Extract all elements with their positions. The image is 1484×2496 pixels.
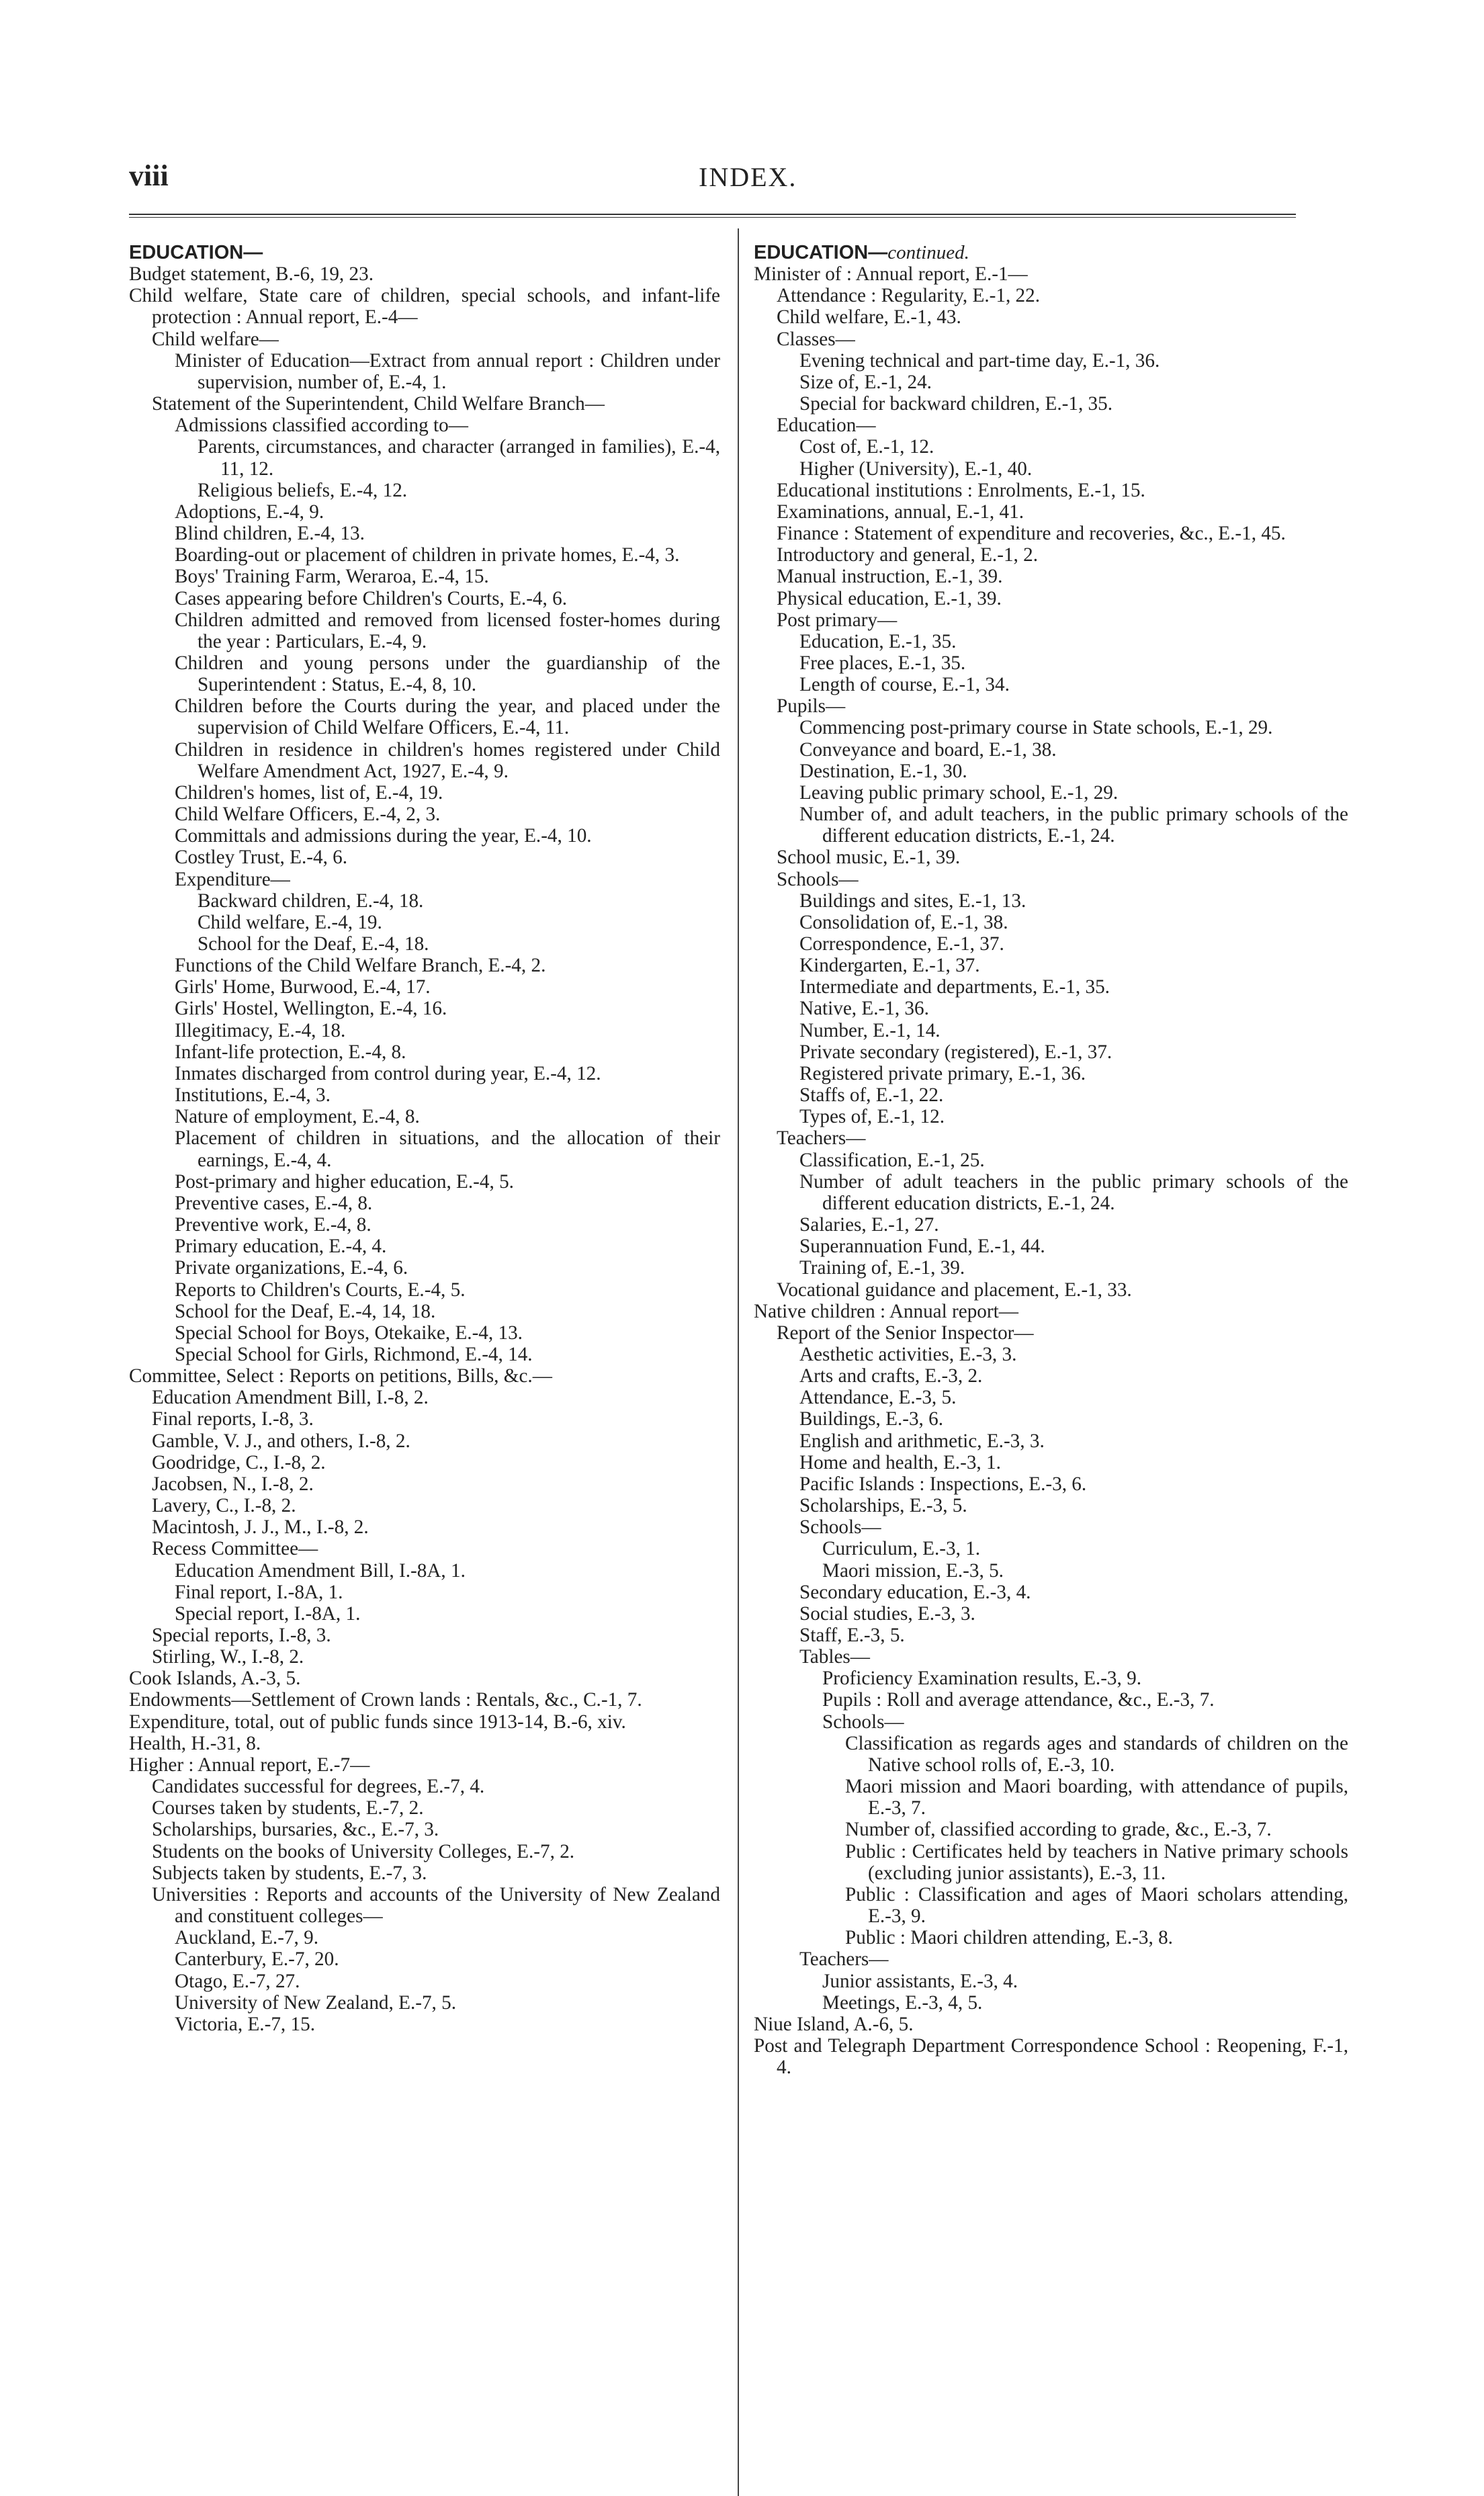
index-entry: Education Amendment Bill, I.-8, 2. (152, 1387, 429, 1409)
continued-label: continued. (887, 242, 969, 263)
index-entry: Institutions, E.-4, 3. (175, 1084, 331, 1107)
index-entry: Committee, Select : Reports on petitions, Bills, &c.— (129, 1365, 552, 1387)
index-entry: Goodridge, C., I.-8, 2. (152, 1451, 326, 1473)
index-entry: Social studies, E.-3, 3. (799, 1602, 975, 1625)
index-entry: Evening technical and part-time day, E.-1, 36. (799, 349, 1160, 372)
index-entry: Cases appearing before Children's Courts, E.-4, 6. (175, 587, 568, 609)
index-entry: Minister of Education—Extract from annual report : Children under supervision, number of, E.-4, 1. (175, 349, 720, 393)
index-entry: Final report, I.-8A, 1. (175, 1581, 343, 1603)
index-entry: Blind children, E.-4, 13. (175, 523, 365, 545)
index-entry: Manual instruction, E.-1, 39. (777, 566, 1003, 588)
index-entry: Special School for Boys, Otekaike, E.-4, 13. (175, 1322, 523, 1344)
index-entry: Lavery, C., I.-8, 2. (152, 1495, 296, 1517)
page-number: viii (129, 159, 169, 192)
index-entry: Maori mission, E.-3, 5. (822, 1559, 1004, 1582)
index-entry: Correspondence, E.-1, 37. (799, 933, 1004, 955)
index-entry: Children admitted and removed from licensed foster-homes during the year : Particulars, E.-4, 9. (175, 609, 720, 652)
index-entry: Infant-life protection, E.-4, 8. (175, 1041, 406, 1063)
index-entry: Gamble, V. J., and others, I.-8, 2. (152, 1430, 410, 1452)
index-entry: Boarding-out or placement of children in private homes, E.-4, 3. (175, 544, 680, 566)
index-entry: Special School for Girls, Richmond, E.-4, 14. (175, 1343, 533, 1365)
index-entry: Home and health, E.-3, 1. (799, 1451, 1001, 1473)
index-entry: Boys' Training Farm, Weraroa, E.-4, 15. (175, 566, 489, 588)
index-entry: Length of course, E.-1, 34. (799, 674, 1010, 696)
index-entry: Number of adult teachers in the public primary schools of the different education districts, E.-1, 24. (799, 1170, 1348, 1214)
index-entry: Admissions classified according to— (175, 415, 468, 437)
index-entry: Otago, E.-7, 27. (175, 1970, 300, 1992)
index-entry: Adoptions, E.-4, 9. (175, 501, 324, 523)
index-entry: Leaving public primary school, E.-1, 29. (799, 781, 1119, 804)
left-section-heading: EDUCATION— (129, 242, 263, 263)
left-entry-list (129, 263, 720, 2035)
index-entry: Special for backward children, E.-1, 35. (799, 393, 1113, 415)
index-entry: Candidates successful for degrees, E.-7, 4. (152, 1776, 485, 1798)
index-entry: School for the Deaf, E.-4, 18. (198, 933, 429, 955)
index-entry: Educational institutions : Enrolments, E.-1, 15. (777, 479, 1145, 501)
index-entry: Higher : Annual report, E.-7— (129, 1754, 370, 1776)
index-entry: Post-primary and higher education, E.-4, 5. (175, 1170, 514, 1193)
index-entry: Cook Islands, A.-3, 5. (129, 1668, 301, 1690)
index-entry: Native children : Annual report— (754, 1300, 1018, 1322)
index-entry: Stirling, W., I.-8, 2. (152, 1646, 304, 1668)
index-entry: Classes— (777, 328, 855, 350)
index-entry: Nature of employment, E.-4, 8. (175, 1106, 420, 1128)
index-entry: Pacific Islands : Inspections, E.-3, 6. (799, 1473, 1087, 1495)
index-entry: Expenditure— (175, 868, 290, 890)
index-entry: Private organizations, E.-4, 6. (175, 1257, 408, 1279)
index-entry: Preventive work, E.-4, 8. (175, 1214, 372, 1236)
index-entry: Auckland, E.-7, 9. (175, 1927, 318, 1949)
index-entry: Superannuation Fund, E.-1, 44. (799, 1236, 1045, 1258)
index-entry: Victoria, E.-7, 15. (175, 2013, 315, 2035)
index-entry: Report of the Senior Inspector— (777, 1322, 1034, 1344)
index-entry: Child Welfare Officers, E.-4, 2, 3. (175, 804, 441, 826)
index-entry: Jacobsen, N., I.-8, 2. (152, 1473, 314, 1495)
index-entry: Vocational guidance and placement, E.-1, 33. (777, 1279, 1132, 1301)
index-entry: Training of, E.-1, 39. (799, 1257, 965, 1279)
left-column (129, 242, 720, 2035)
column-divider (738, 228, 739, 2496)
index-entry: Buildings and sites, E.-1, 13. (799, 890, 1027, 912)
index-entry: Teachers— (777, 1127, 866, 1150)
index-entry: Destination, E.-1, 30. (799, 760, 967, 782)
index-entry: Children's homes, list of, E.-4, 19. (175, 781, 443, 804)
index-entry: Committals and admissions during the year, E.-4, 10. (175, 825, 592, 847)
index-entry: Final reports, I.-8, 3. (152, 1408, 314, 1430)
index-entry: Special reports, I.-8, 3. (152, 1625, 331, 1646)
index-entry: Universities : Reports and accounts of the University of New Zealand and constituent colleges— (152, 1883, 720, 1928)
index-entry: Education Amendment Bill, I.-8A, 1. (175, 1559, 466, 1582)
index-entry: Public : Classification and ages of Maori scholars attending, E.-3, 9. (845, 1883, 1348, 1928)
index-entry: Conveyance and board, E.-1, 38. (799, 738, 1057, 761)
index-entry: Preventive cases, E.-4, 8. (175, 1192, 373, 1214)
index-entry: Budget statement, B.-6, 19, 23. (129, 263, 374, 286)
index-entry: Pupils : Roll and average attendance, &c., E.-3, 7. (822, 1689, 1215, 1711)
index-entry: Education, E.-1, 35. (799, 630, 957, 652)
index-entry: Meetings, E.-3, 4, 5. (822, 1991, 983, 2014)
index-entry: Attendance : Regularity, E.-1, 22. (777, 285, 1041, 307)
index-entry: Endowments—Settlement of Crown lands : Rentals, &c., C.-1, 7. (129, 1689, 642, 1711)
index-entry: Types of, E.-1, 12. (799, 1106, 945, 1128)
index-entry: Examinations, annual, E.-1, 41. (777, 501, 1024, 523)
index-entry: Curriculum, E.-3, 1. (822, 1538, 981, 1560)
index-entry: Maori mission and Maori boarding, with attendance of pupils, E.-3, 7. (845, 1776, 1348, 1819)
index-entry: Reports to Children's Courts, E.-4, 5. (175, 1279, 466, 1301)
index-entry: Child welfare, State care of children, special schools, and infant-life protection : Annual report, E.-4— (129, 285, 720, 329)
index-entry: Consolidation of, E.-1, 38. (799, 911, 1008, 933)
index-entry: Child welfare, E.-1, 43. (777, 306, 961, 329)
index-entry: Public : Certificates held by teachers in Native primary schools (excluding junior assistants), E.-3, 11. (845, 1840, 1348, 1884)
index-entry: Arts and crafts, E.-3, 2. (799, 1365, 983, 1387)
index-entry: Free places, E.-1, 35. (799, 652, 966, 674)
index-entry: Parents, circumstances, and character (arranged in families), E.-4, 11, 12. (198, 436, 720, 480)
index-entry: Aesthetic activities, E.-3, 3. (799, 1343, 1017, 1365)
index-entry: Public : Maori children attending, E.-3, 8. (845, 1927, 1173, 1949)
right-entry-list (754, 263, 1348, 2078)
index-entry: Private secondary (registered), E.-1, 37. (799, 1041, 1112, 1063)
index-entry: Costley Trust, E.-4, 6. (175, 847, 348, 869)
index-entry: University of New Zealand, E.-7, 5. (175, 1991, 457, 2014)
right-section-heading (754, 242, 1348, 263)
index-entry: Scholarships, E.-3, 5. (799, 1495, 967, 1517)
index-entry: Primary education, E.-4, 4. (175, 1236, 387, 1258)
index-entry: Schools— (777, 868, 859, 890)
index-entry: Number of, and adult teachers, in the public primary schools of the different education districts, E.-1, 24. (799, 804, 1348, 847)
index-entry: Teachers— (799, 1948, 889, 1971)
page-title: INDEX. (699, 162, 797, 192)
index-entry: Salaries, E.-1, 27. (799, 1214, 939, 1236)
index-entry: Post primary— (777, 609, 898, 631)
index-entry: Staffs of, E.-1, 22. (799, 1084, 944, 1107)
index-entry: Children in residence in children's homes registered under Child Welfare Amendment Act, 1927, E.-4, 9. (175, 738, 720, 782)
index-entry: Expenditure, total, out of public funds since 1913-14, B.-6, xiv. (129, 1711, 626, 1733)
index-entry: Secondary education, E.-3, 4. (799, 1581, 1031, 1603)
index-entry: Students on the books of University Colleges, E.-7, 2. (152, 1840, 575, 1862)
index-entry: School for the Deaf, E.-4, 14, 18. (175, 1300, 436, 1322)
index-entry: Pupils— (777, 695, 846, 718)
index-entry: Buildings, E.-3, 6. (799, 1408, 944, 1430)
index-entry: Education— (777, 415, 876, 437)
index-entry: Schools— (822, 1711, 904, 1733)
index-entry: Special report, I.-8A, 1. (175, 1602, 361, 1625)
index-entry: Finance : Statement of expenditure and recoveries, &c., E.-1, 45. (777, 523, 1286, 545)
index-entry: Intermediate and departments, E.-1, 35. (799, 976, 1110, 998)
index-entry: Introductory and general, E.-1, 2. (777, 544, 1039, 566)
right-column (754, 242, 1348, 2078)
index-entry: Courses taken by students, E.-7, 2. (152, 1797, 424, 1819)
header-rule-bottom (129, 217, 1296, 218)
index-entry: Cost of, E.-1, 12. (799, 436, 934, 458)
index-entry: School music, E.-1, 39. (777, 847, 961, 869)
index-entry: Commencing post-primary course in State schools, E.-1, 29. (799, 717, 1273, 739)
right-heading-text: EDUCATION— (754, 242, 888, 263)
index-entry: Children and young persons under the guardianship of the Superintendent : Status, E.-4, 8, 10. (175, 652, 720, 696)
index-entry: Children before the Courts during the year, and placed under the supervision of Child Welfare Officers, E.-4, 11. (175, 695, 720, 739)
index-entry: Higher (University), E.-1, 40. (799, 458, 1033, 480)
index-entry: Backward children, E.-4, 18. (198, 890, 424, 912)
index-entry: Niue Island, A.-6, 5. (754, 2013, 914, 2035)
index-entry: Junior assistants, E.-3, 4. (822, 1970, 1018, 1992)
index-entry: English and arithmetic, E.-3, 3. (799, 1430, 1045, 1452)
index-entry: Placement of children in situations, and the allocation of their earnings, E.-4, 4. (175, 1127, 720, 1171)
index-entry: Functions of the Child Welfare Branch, E.-4, 2. (175, 955, 546, 977)
index-entry: Native, E.-1, 36. (799, 998, 929, 1020)
index-entry: Illegitimacy, E.-4, 18. (175, 1019, 346, 1041)
index-entry: Health, H.-31, 8. (129, 1732, 261, 1754)
index-entry: Girls' Home, Burwood, E.-4, 17. (175, 976, 431, 998)
index-entry: Minister of : Annual report, E.-1— (754, 263, 1028, 286)
index-entry: Child welfare— (152, 328, 279, 350)
index-entry: Macintosh, J. J., M., I.-8, 2. (152, 1516, 369, 1539)
index-entry: Canterbury, E.-7, 20. (175, 1948, 339, 1971)
index-entry: Number of, classified according to grade, &c., E.-3, 7. (845, 1819, 1272, 1841)
index-entry: Girls' Hostel, Wellington, E.-4, 16. (175, 998, 447, 1020)
index-entry: Tables— (799, 1646, 870, 1668)
index-entry: Size of, E.-1, 24. (799, 371, 932, 393)
index-entry: Religious beliefs, E.-4, 12. (198, 479, 408, 501)
index-entry: Classification, E.-1, 25. (799, 1149, 985, 1171)
index-entry: Kindergarten, E.-1, 37. (799, 955, 980, 977)
index-entry: Physical education, E.-1, 39. (777, 587, 1002, 609)
index-entry: Number, E.-1, 14. (799, 1019, 941, 1041)
index-entry: Post and Telegraph Department Correspondence School : Reopening, F.-1, 4. (754, 2034, 1348, 2079)
index-entry: Staff, E.-3, 5. (799, 1625, 905, 1646)
index-entry: Inmates discharged from control during year, E.-4, 12. (175, 1062, 601, 1084)
header-rule-top (129, 214, 1296, 215)
index-entry: Proficiency Examination results, E.-3, 9. (822, 1668, 1141, 1690)
index-entry: Statement of the Superintendent, Child Welfare Branch— (152, 393, 605, 415)
index-entry: Classification as regards ages and standards of children on the Native school rolls of, E.-3, 10. (845, 1732, 1348, 1776)
index-entry: Recess Committee— (152, 1538, 318, 1560)
index-entry: Schools— (799, 1516, 881, 1539)
index-entry: Subjects taken by students, E.-7, 3. (152, 1862, 427, 1884)
index-entry: Registered private primary, E.-1, 36. (799, 1062, 1086, 1084)
index-entry: Attendance, E.-3, 5. (799, 1387, 957, 1409)
index-entry: Scholarships, bursaries, &c., E.-7, 3. (152, 1819, 439, 1841)
index-entry: Child welfare, E.-4, 19. (198, 911, 382, 933)
